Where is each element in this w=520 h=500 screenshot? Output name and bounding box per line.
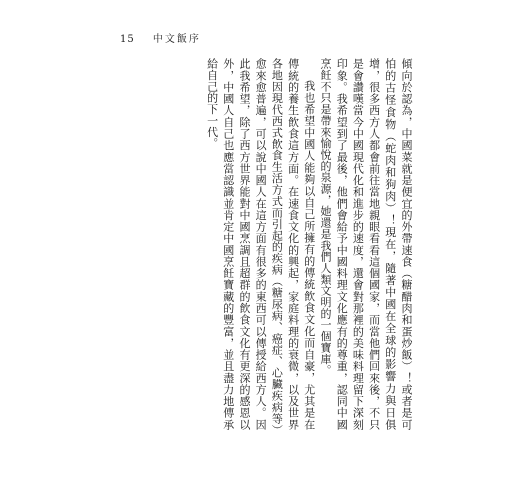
- book-title: 中文飯序: [152, 34, 201, 45]
- body-text: [174, 58, 414, 430]
- paragraph-2: 我也希望中國人能夠以自己所擁有的傳統飲食文化而自豪，尤其是在傳統的養生飲食這方面。在速食文化的興起，家庭料理的衰微，以及世界各地因現代西式飲食生活方式而引起的疾病（糖尿病、癌症、心臟疾病等）愈來愈普遍，可以說中國人在這方面有很多的東西可以傳授給西方人。因此我希望，除了西方世界能對中國烹調且超群的飲食文化有更深的感恩以外，中國人自己也應當認識並肯定中國烹飪寶藏的豐富，並且盡力地傳承給自己的下一代。: [205, 58, 316, 430]
- running-head: [120, 30, 201, 45]
- page-number: 15: [120, 34, 135, 45]
- paragraph-1: 傾向於認為，中國菜就是便宜的外帶速食（糖醋肉和蛋炒飯）！或者是可怕的古怪食物（蛇肉和狗肉）！現在，隨著中國在全球的影響力與日俱增，很多西方人都會前往當地親眼看看這個國家，而當他們回來後，不只是會讚嘆當今中國現代化和進步的速度，還會對那裡的美味料理留下深刻印象。我希望到了最後，他們會給予中國料理文化應有的尊重，認同中國烹飪不只是帶來愉悅的泉源，她還是我們人類文明的一個寶庫。: [318, 58, 413, 430]
